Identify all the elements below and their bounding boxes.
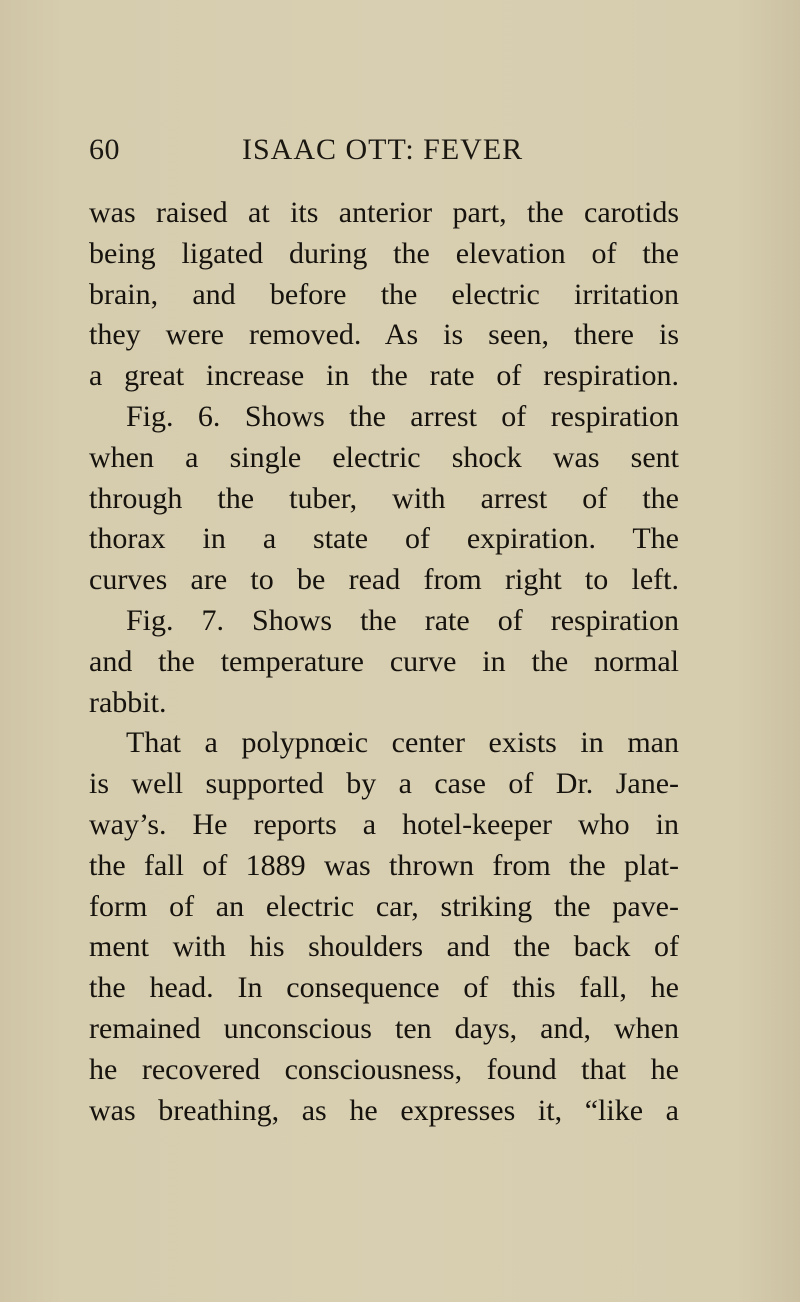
text-line: curves are to be read from right to left.: [89, 563, 679, 597]
page-number: 60: [89, 133, 120, 166]
text-line: Fig. 7. Shows the rate of respiration: [126, 603, 679, 637]
page-header: [89, 133, 649, 173]
text-line: through the tuber, with arrest of the: [89, 481, 679, 515]
text-line: rabbit.: [89, 685, 167, 719]
text-line: was raised at its anterior part, the carotids: [89, 196, 679, 229]
text-line: That a polypnœic center exists in man: [126, 726, 679, 760]
text-line: they were removed. As is seen, there is: [89, 318, 679, 352]
text-line: and the temperature curve in the normal: [89, 644, 679, 678]
text-line: the head. In consequence of this fall, he: [89, 971, 679, 1005]
text-line: the fall of 1889 was thrown from the plat-: [89, 848, 679, 882]
text-line: ment with his shoulders and the back of: [89, 930, 679, 964]
text-line: he recovered consciousness, found that he: [89, 1052, 679, 1086]
text-line: way’s. He reports a hotel-keeper who in: [89, 807, 679, 841]
text-line: Fig. 6. Shows the arrest of respiration: [126, 399, 679, 433]
body-text: [89, 193, 679, 1131]
text-line: a great increase in the rate of respiration.: [89, 359, 679, 393]
text-line: thorax in a state of expiration. The: [89, 522, 679, 556]
text-line: is well supported by a case of Dr. Jane-: [89, 767, 679, 801]
text-line: form of an electric car, striking the pave-: [89, 889, 679, 923]
text-line: when a single electric shock was sent: [89, 440, 679, 474]
text-line: remained unconscious ten days, and, when: [89, 1011, 679, 1045]
running-title: ISAAC OTT: FEVER: [242, 133, 524, 166]
text-line: being ligated during the elevation of the: [89, 236, 679, 270]
text-line: brain, and before the electric irritation: [89, 277, 679, 311]
text-line: was breathing, as he expresses it, “like a: [89, 1093, 679, 1127]
